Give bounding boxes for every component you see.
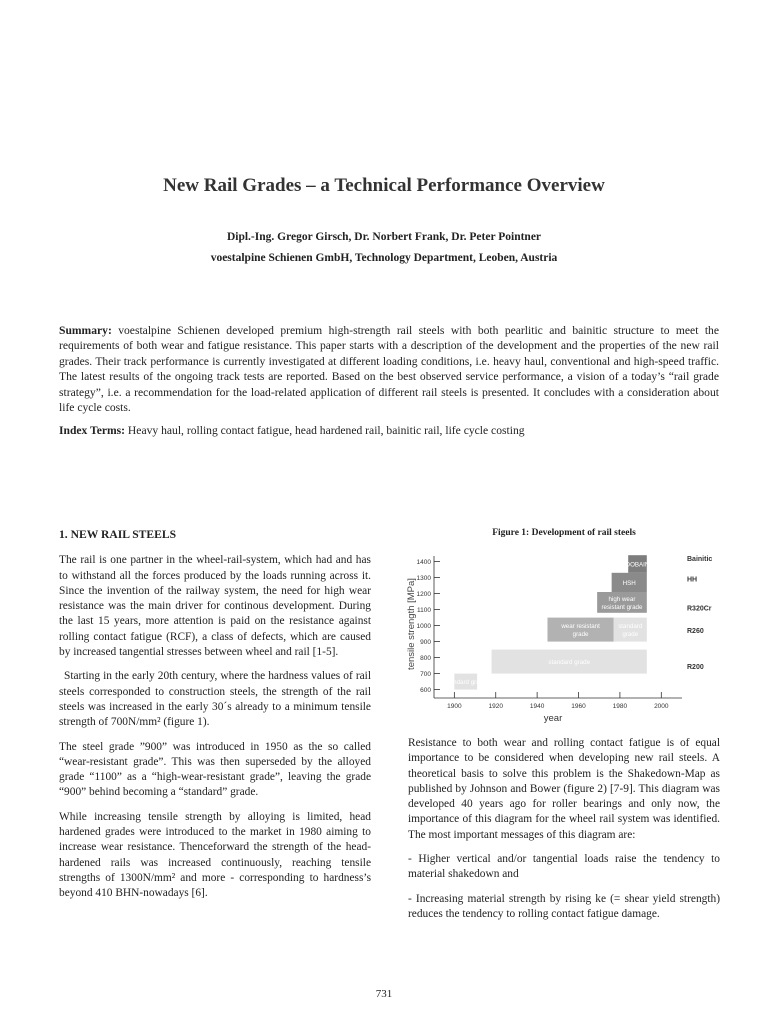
right-paragraph: Resistance to both wear and rolling contact fatigue is of equal importance to be considered when developing new rail steels. A theoretical basis to solve this problem is the Shakedown-Map as published by Johnson and Bower (figure 2) [7-9]. This diagram was developed 40 years ago for roller bearings and only now, the importance of this diagram for the wheel rail system was identified. The most important messages of this diagram are: xyxy=(408,737,720,841)
index-terms-label: Index Terms: xyxy=(59,424,126,437)
x-axis-label: year xyxy=(543,713,563,724)
y-tick-label: 1100 xyxy=(417,606,431,614)
chart-bar-label: DOBAIN xyxy=(625,561,650,569)
chart-bar-label: grade xyxy=(622,631,639,639)
paper-title: New Rail Grades – a Technical Performance Overview xyxy=(163,175,605,196)
index-terms-text: Heavy haul, rolling contact fatigue, head hardened rail, bainitic rail, life cycle costing xyxy=(125,424,525,437)
left-column xyxy=(59,527,371,911)
y-tick-label: 1200 xyxy=(416,590,431,598)
summary-label: Summary: xyxy=(59,324,112,337)
grade-label: HH xyxy=(687,576,698,584)
left-paragraph: The rail is one partner in the wheel-rail-system, which had and has to withstand all the forces produced by the loads running across it. Since the invention of the railway system, the need for high wear resistance was the main driver for continous development. During the last 15 years, more attention is paid on the resistance against rolling contact fatigue (RCF), a class of defects, which are caused by increased tangential stresses between wheel and rail [1-5]. xyxy=(59,554,371,659)
chart-bar-label: HSH xyxy=(622,579,636,587)
index-terms xyxy=(59,423,719,438)
summary xyxy=(59,323,719,415)
figure-caption: Figure 1: Development of rail steels xyxy=(492,528,636,538)
chart-bar-label: standard grade xyxy=(444,679,487,687)
authors: Dipl.-Ing. Gregor Girsch, Dr. Norbert Frank, Dr. Peter Pointner xyxy=(226,231,542,243)
x-tick-label: 2000 xyxy=(654,703,669,710)
y-tick-label: 1000 xyxy=(416,622,431,630)
y-tick-label: 900 xyxy=(420,638,431,646)
x-tick-label: 1960 xyxy=(571,703,586,710)
chart-bar-label: grade xyxy=(572,631,589,639)
right-column xyxy=(408,736,720,931)
grade-label: R320Cr xyxy=(687,605,712,613)
chart-bar-label: wear resistant xyxy=(561,623,600,631)
x-tick-label: 1940 xyxy=(529,703,545,710)
x-tick-label: 1900 xyxy=(447,703,462,710)
chart-bar-label: standard grade xyxy=(548,659,591,667)
y-tick-label: 1400 xyxy=(416,558,431,566)
chart-bar-label: standard xyxy=(618,623,643,631)
right-paragraph: - Increasing material strength by rising ke (= shear yield strength) reduces the tendency to rolling contact fatigue damage. xyxy=(408,892,720,920)
x-tick-label: 1980 xyxy=(612,703,628,710)
grade-label: R200 xyxy=(687,663,704,671)
y-tick-label: 600 xyxy=(420,686,431,694)
left-paragraph: The steel grade ”900” was introduced in 1950 as the so called “wear-resistant grade”. This was then superseded by the alloyed grade “1100” as a “high-wear-resistant grade”, leaving the grade “900” behind becoming a “standard” grade. xyxy=(59,740,371,799)
chart-bar-label: high wear xyxy=(608,595,636,603)
summary-text: voestalpine Schienen developed premium high-strength rail steels with both pearlitic and bainitic structure to meet the requirements of both wear and fatigue resistance. This paper starts with a description of the development and the properties of the new rail grades. Their track performance is currently investigated at different loading conditions, i.e. heavy haul, conventional and high-speed traffic. The latest results of the ongoing track tests are reported. Based on the best observed service performance, a vision of a today’s “rail grade strategy”, i.e. a recommendation for the load-related application of different rail steels is presented. It concludes with a consideration about life cycle costs. xyxy=(59,324,719,415)
grade-label: R260 xyxy=(687,627,704,635)
y-axis-label: tensile strength [MPa] xyxy=(406,578,417,670)
x-tick-label: 1920 xyxy=(488,703,503,710)
y-tick-label: 800 xyxy=(420,654,431,662)
right-paragraph: - Higher vertical and/or tangential loads raise the tendency to material shakedown and xyxy=(408,853,720,881)
rail-steel-chart xyxy=(402,546,732,728)
y-tick-label: 1300 xyxy=(416,574,431,582)
affiliation: voestalpine Schienen GmbH, Technology Department, Leoben, Austria xyxy=(210,252,558,264)
section-heading: 1. NEW RAIL STEELS xyxy=(59,528,177,541)
page-number: 731 xyxy=(375,988,393,1000)
left-paragraph: Starting in the early 20th century, where the hardness values of rail steels corresponded to construction steels, the strength of the rail steels was increased in the early 30´s already to a minimum tensile strength of 700N/mm² (figure 1). xyxy=(59,670,371,729)
left-paragraph: While increasing tensile strength by alloying is limited, head hardened grades were introduced to the market in 1980 aiming to increase wear resistance. Thenceforward the strength of the head-hardened rails was increased continuously, reaching tensile strengths of 1300N/mm² and more - corresponding to hardness’s beyond 410 BHN-nowadays [6]. xyxy=(59,810,371,900)
figure-1 xyxy=(402,546,732,728)
y-tick-label: 700 xyxy=(420,670,431,678)
chart-bar-label: resistant grade xyxy=(601,603,643,611)
grade-label: Bainitic xyxy=(687,555,713,563)
